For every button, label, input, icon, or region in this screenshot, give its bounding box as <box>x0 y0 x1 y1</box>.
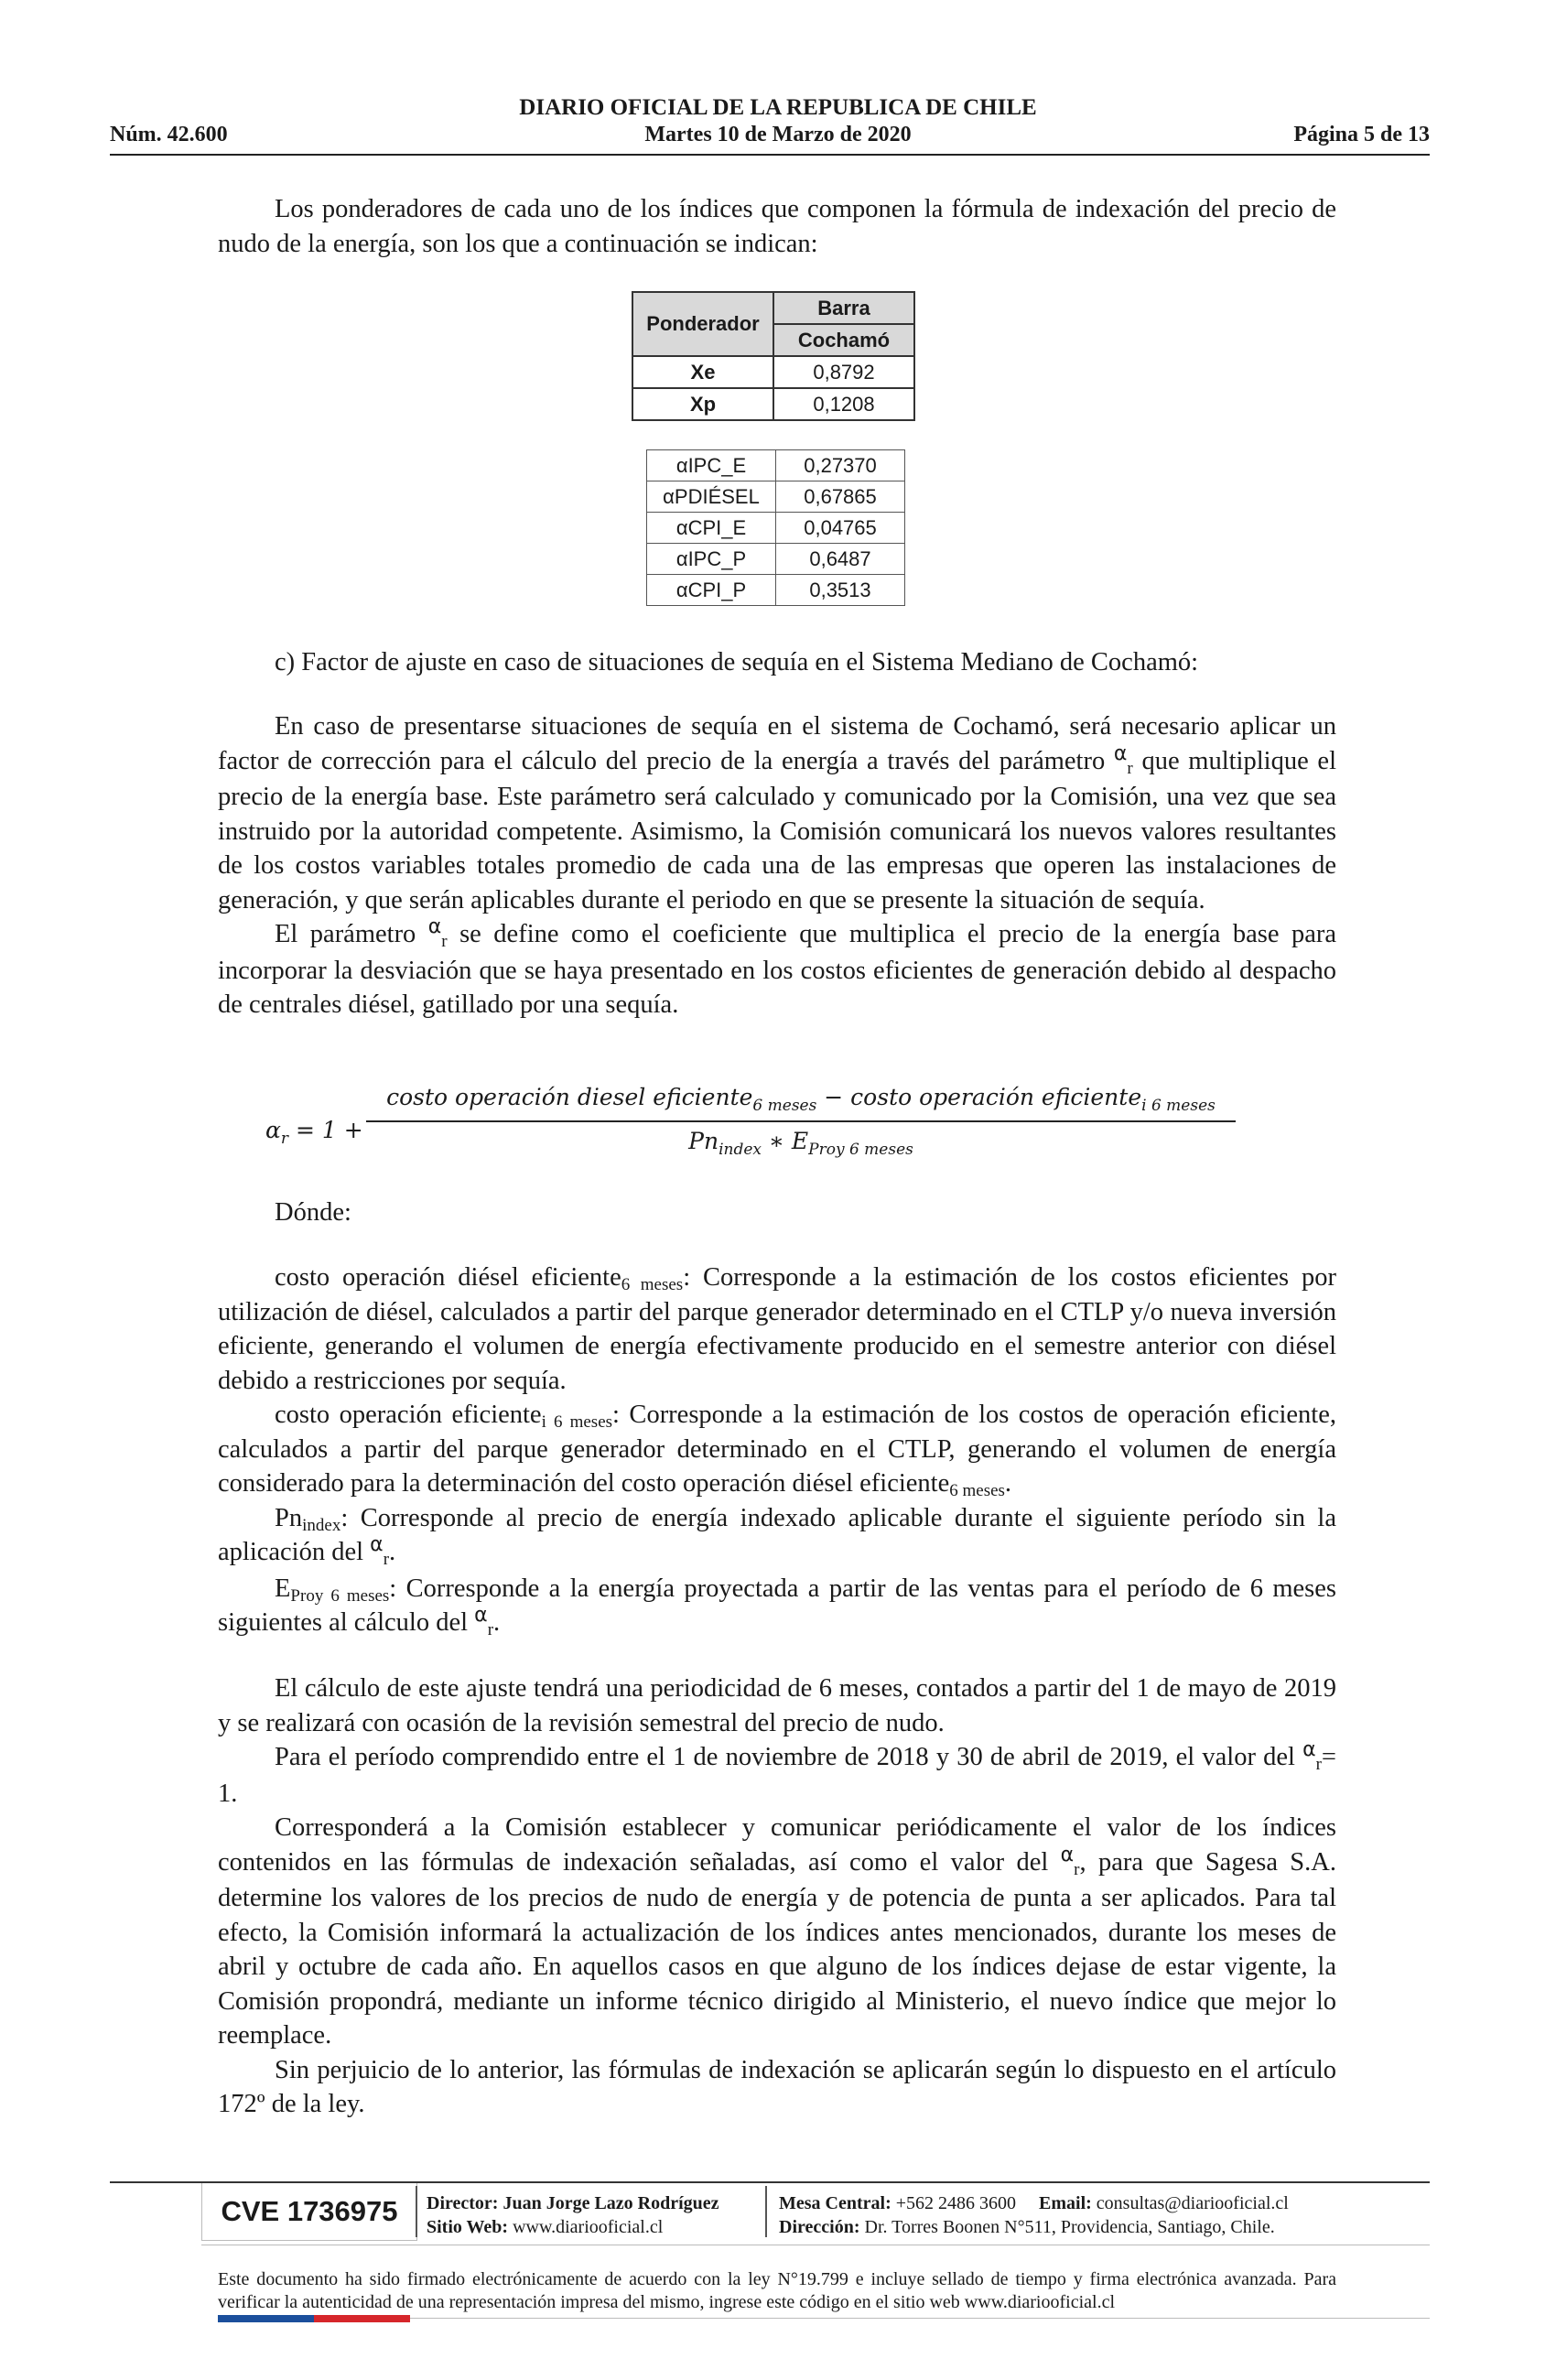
paragraph-4: Para el período comprendido entre el 1 de noviembre de 2018 y 30 de abril de 2019, el valor del $^\alpha_r$= 1. <box>218 1738 1336 1808</box>
definition-pn-index: $Pn_{index}$: Corresponde al precio de energía indexado aplicable durante el siguiente período sin la aplicación del $^\alpha_r$. <box>218 1503 1336 1569</box>
director-name: Juan Jorge Lazo Rodríguez <box>502 2193 719 2213</box>
paragraph-5: Corresponderá a la Comisión establecer y comunicar periódicamente el valor de los índices contenidos en las fórmulas de indexación señaladas, así como el valor del $^\alpha_r$, para que Sagesa S.A. determine los valores de los precios de nudo de energía y de potencia de punta a ser aplicados. Para tal efecto, la Comisión informará la actualización de los índices antes mencionados, durante los meses de abril y octubre de cada año. En aquellos casos en que alguno de los índices dejase de estar vigente, la Comisión propondrá, mediante un informe técnico dirigido al Ministerio, el nuevo índice que mejor lo reemplace. <box>218 1813 1336 2050</box>
row-value: 0,6487 <box>776 544 905 575</box>
header-rule <box>110 154 1430 156</box>
table-row <box>647 450 905 481</box>
table-row <box>632 388 914 420</box>
paragraph-1: En caso de presentarse situaciones de sequía en el sistema de Cochamó, será necesario aplicar un factor de corrección para el cálculo del precio de la energía a través del parámetro $^\alpha_r$ que multiplique el precio de la energía base. Este parámetro será calculado y comunicado por la Comisión, una vez que sea instruido por la autoridad competente. Asimismo, la Comisión comunicará los nuevos valores resultantes de los costos variables totales promedio de cada una de las empresas que operen las instalaciones de generación, y que serán aplicables durante el periodo en que se presente la situación de sequía. <box>218 712 1336 914</box>
row-value: 0,27370 <box>776 450 905 481</box>
paragraph-6: Sin perjuicio de lo anterior, las fórmulas de indexación se aplicarán según lo dispuesto en el artículo 172º de la ley. <box>218 2055 1336 2118</box>
definition-e-proy: $E_{Proy 6 meses}$: Corresponde a la energía proyectada a partir de las ventas para el período de 6 meses siguientes al cálculo del $^\alpha_r$. <box>218 1574 1336 1639</box>
newspaper-title: DIARIO OFICIAL DE LA REPUBLICA DE CHILE <box>519 95 1037 120</box>
formula-lhs: $\alpha_r = 1$ + <box>265 1117 363 1148</box>
issue-date: Martes 10 de Marzo de 2020 <box>644 123 912 146</box>
row-value: 0,8792 <box>773 356 914 388</box>
footer-separator <box>765 2186 767 2237</box>
barra-header: Barra <box>773 292 914 324</box>
footer-signature-note: Este documento ha sido firmado electrónicamente de acuerdo con la ley N°19.799 e incluye sellado de tiempo y firma electrónica avanzada. Para verificar la autenticidad de una representación impresa del mismo, ingrese este código en el sitio web www.diariooficial.cl <box>218 2269 1336 2312</box>
alpha-weights-table <box>646 449 905 606</box>
ponderador-header: Ponderador <box>632 292 773 356</box>
table-row <box>647 513 905 544</box>
fraction-bar <box>366 1120 1236 1122</box>
row-label: αPDIÉSEL <box>647 481 776 513</box>
issue-number: Núm. 42.600 <box>110 123 228 146</box>
ponderador-table <box>632 291 915 421</box>
table-row <box>632 356 914 388</box>
row-label: Xe <box>632 356 773 388</box>
row-label: αIPC_P <box>647 544 776 575</box>
row-value: 0,67865 <box>776 481 905 513</box>
phone-number: +562 2486 3600 <box>895 2193 1017 2213</box>
donde-label: Dónde: <box>275 1198 351 1227</box>
formula-denominator: $Pn_{index}$ ∗ $E_{Proy 6 meses}$ <box>688 1128 913 1159</box>
paragraph-3: El cálculo de este ajuste tendrá una periodicidad de 6 meses, contados a partir del 1 de mayo de 2019 y se realizará con ocasión de la revisión semestral del precio de nudo. <box>218 1674 1336 1737</box>
row-label: αCPI_P <box>647 575 776 606</box>
footer-director-block: Director: Juan Jorge Lazo Rodríguez Sitio Web: www.diariooficial.cl <box>427 2193 719 2237</box>
row-label: αIPC_E <box>647 450 776 481</box>
drought-paragraphs <box>218 709 1336 1022</box>
definition-efficient-cost: costo operación eficiente$_{i 6 meses}$: Corresponde a la estimación de los costos de operación eficiente, calculados a partir del parque generador determinado en el CTLP, generando el volumen de energía considerado para la determinación del costo operación diésel eficiente$_{6 meses}$. <box>218 1401 1336 1500</box>
definitions <box>218 1260 1336 1642</box>
flag-bar-red <box>314 2315 410 2322</box>
definition-diesel-cost: costo operación diésel eficiente$_{6 meses}$: Corresponde a la estimación de los costos eficientes por utilización de diésel, calculados a partir del parque generador determinado en el CTLP y/o nueva inversión eficiente, generando el volumen de energía efectivamente producido en el semestre anterior con diésel debido a restricciones por sequía. <box>218 1263 1336 1395</box>
email-link[interactable]: consultas@diariooficial.cl <box>1096 2193 1289 2213</box>
footer-contact-block: Mesa Central: +562 2486 3600 Email: consultas@diariooficial.cl Dirección: Dr. Torres Boonen N°511, Providencia, Santiago, Chile. <box>779 2193 1289 2237</box>
paragraph-2: El parámetro $^\alpha_r$ se define como el coeficiente que multiplica el precio de la energía base para incorporar la desviación que se haya presentado en los costos eficientes de generación debido al despacho de centrales diésel, gatillado por una sequía. <box>218 915 1336 1019</box>
page-number: Página 5 de 13 <box>1293 123 1430 146</box>
table-row <box>647 544 905 575</box>
footer-separator <box>416 2186 417 2237</box>
cochamo-header: Cochamó <box>773 324 914 356</box>
table-row <box>647 481 905 513</box>
cve-code: CVE 1736975 <box>201 2183 417 2241</box>
row-value: 0,04765 <box>776 513 905 544</box>
footer-bottom-rule <box>410 2318 1430 2319</box>
table-row <box>647 575 905 606</box>
intro-paragraph: Los ponderadores de cada uno de los índices que componen la fórmula de indexación del precio de nudo de la energía, son los que a continuación se indican: <box>218 195 1336 258</box>
row-value: 0,1208 <box>773 388 914 420</box>
section-c-heading: c) Factor de ajuste en caso de situaciones de sequía en el Sistema Mediano de Cochamó: <box>275 648 1199 676</box>
closing-paragraphs <box>218 1671 1336 2122</box>
alpha-r-formula <box>265 1080 1272 1163</box>
address: Dr. Torres Boonen N°511, Providencia, Santiago, Chile. <box>864 2217 1275 2237</box>
row-label: Xp <box>632 388 773 420</box>
row-label: αCPI_E <box>647 513 776 544</box>
formula-numerator: costo operación diesel eficiente$_{6 meses}$ − costo operación eficiente$_{i 6 meses}$ <box>386 1084 1216 1115</box>
row-value: 0,3513 <box>776 575 905 606</box>
website-link[interactable]: www.diariooficial.cl <box>513 2217 664 2237</box>
flag-bar-blue <box>218 2315 314 2322</box>
